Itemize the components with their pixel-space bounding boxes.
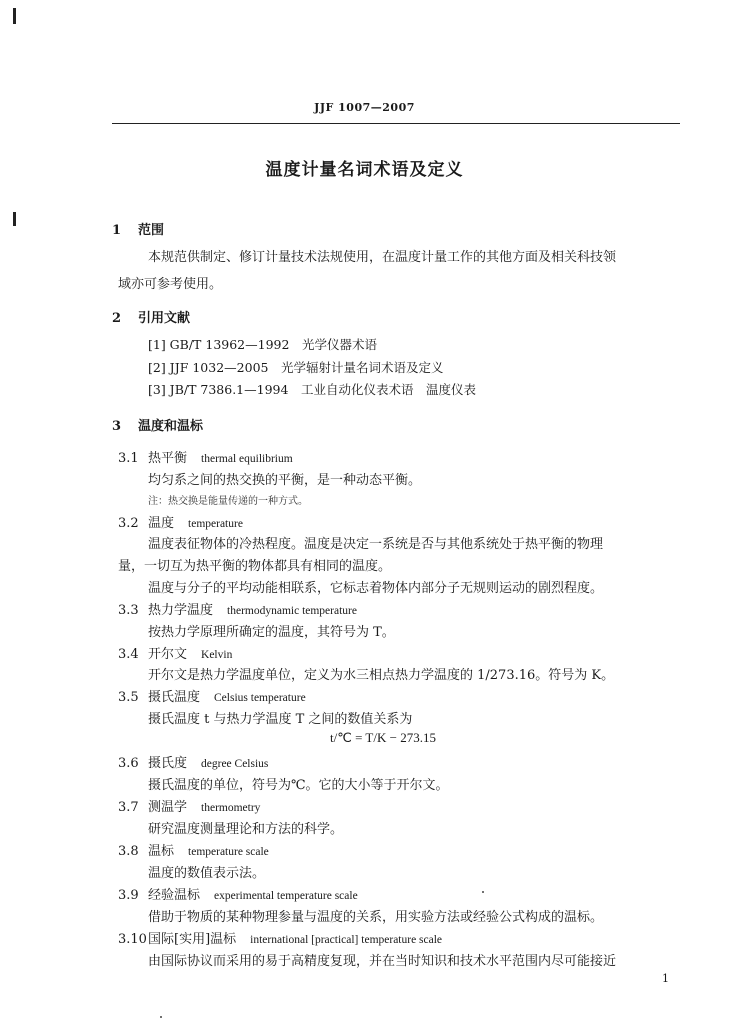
scope-text-line: 域亦可参考使用。 (118, 277, 223, 292)
term-number: 3.6 (118, 756, 139, 771)
term-heading (118, 447, 293, 466)
term-definition: 均匀系之间的热交换的平衡，是一种动态平衡。 (148, 473, 422, 488)
term-number: 3.4 (118, 647, 139, 662)
scan-edge-mark (13, 8, 16, 24)
term-definition: 温度与分子的平均动能相联系，它标志着物体内部分子无规则运动的剧烈程度。 (148, 581, 604, 596)
term-definition: 摄氏温度 t 与热力学温度 T 之间的数值关系为 (148, 712, 413, 727)
term-chinese: 摄氏度 (148, 756, 188, 771)
term-definition: 按热力学原理所确定的温度，其符号为 T。 (148, 625, 395, 640)
reference-item: [2] JJF 1032—2005 光学辐射计量名词术语及定义 (148, 360, 444, 375)
section-title: 引用文献 (138, 311, 191, 326)
section-title: 范围 (138, 223, 165, 238)
term-english: thermal equilibrium (201, 453, 293, 465)
term-heading (118, 643, 232, 662)
term-number: 3.10 (118, 932, 147, 947)
term-chinese: 测温学 (148, 800, 188, 815)
term-number: 3.7 (118, 800, 139, 815)
term-heading (118, 599, 357, 618)
term-number: 3.9 (118, 888, 139, 903)
term-chinese: 热力学温度 (148, 603, 214, 618)
term-definition: 量，一切互为热平衡的物体都具有相同的温度。 (118, 559, 392, 574)
section-number: 1 (112, 223, 122, 238)
term-chinese: 经验温标 (148, 888, 201, 903)
section-heading-temperature (112, 415, 203, 434)
term-english: temperature (188, 518, 243, 530)
term-chinese: 温度 (148, 516, 175, 531)
term-number: 3.2 (118, 516, 139, 531)
term-chinese: 热平衡 (148, 451, 188, 466)
term-heading (118, 686, 306, 705)
section-number: 3 (112, 419, 122, 434)
term-definition: 温度的数值表示法。 (148, 866, 266, 881)
term-english: international [practical] temperature scale (250, 934, 443, 946)
term-number: 3.5 (118, 690, 139, 705)
section-heading-scope (112, 219, 164, 238)
term-heading (118, 840, 269, 859)
section-number: 2 (112, 311, 122, 326)
document-code-header: JJF 1007—2007 (314, 101, 415, 114)
scope-text-line: 本规范供制定、修订计量技术法规使用，在温度计量工作的其他方面及相关科技领 (148, 250, 617, 265)
term-number: 3.3 (118, 603, 139, 618)
term-definition: 借助于物质的某种物理参量与温度的关系，用实验方法或经验公式构成的温标。 (148, 910, 604, 925)
term-english: thermometry (201, 802, 261, 814)
term-chinese: 摄氏温度 (148, 690, 201, 705)
celsius-formula: t/℃ = T/K − 273.15 (330, 730, 436, 745)
term-number: 3.8 (118, 844, 139, 859)
page-title: 温度计量名词术语及定义 (265, 160, 464, 180)
term-chinese: 国际[实用]温标 (148, 932, 237, 947)
reference-item: [1] GB/T 13962—1992 光学仪器术语 (148, 337, 377, 352)
term-english: experimental temperature scale (214, 890, 358, 902)
term-note: 注：热交换是能量传递的一种方式。 (148, 496, 308, 507)
term-english: Celsius temperature (214, 692, 306, 704)
term-definition: 由国际协议而采用的易于高精度复现，并在当时知识和技术水平范围内尽可能接近 (148, 954, 617, 969)
term-heading (118, 752, 268, 771)
term-definition: 开尔文是热力学温度单位，定义为水三相点热力学温度的 1/273.16。符号为 K。 (148, 668, 615, 683)
term-english: Kelvin (201, 649, 233, 661)
scan-speck (160, 1016, 162, 1018)
term-english: degree Celsius (201, 758, 269, 770)
term-chinese: 温标 (148, 844, 175, 859)
term-english: thermodynamic temperature (227, 605, 357, 617)
reference-item: [3] JB/T 7386.1—1994 工业自动化仪表术语 温度仪表 (148, 382, 476, 397)
page-number: 1 (662, 972, 669, 985)
term-chinese: 开尔文 (148, 647, 188, 662)
scan-speck (482, 891, 484, 893)
term-heading (118, 512, 243, 531)
term-heading (118, 928, 442, 947)
term-english: temperature scale (188, 846, 269, 858)
term-definition: 研究温度测量理论和方法的科学。 (148, 822, 344, 837)
term-heading (118, 884, 358, 903)
header-rule (112, 123, 680, 124)
section-title: 温度和温标 (138, 419, 204, 434)
term-definition: 摄氏温度的单位，符号为℃。它的大小等于开尔文。 (148, 778, 449, 793)
term-heading (118, 796, 260, 815)
scan-edge-mark (13, 212, 16, 226)
section-heading-references (112, 307, 190, 326)
term-definition: 温度表征物体的冷热程度。温度是决定一系统是否与其他系统处于热平衡的物理 (148, 537, 604, 552)
term-number: 3.1 (118, 451, 139, 466)
